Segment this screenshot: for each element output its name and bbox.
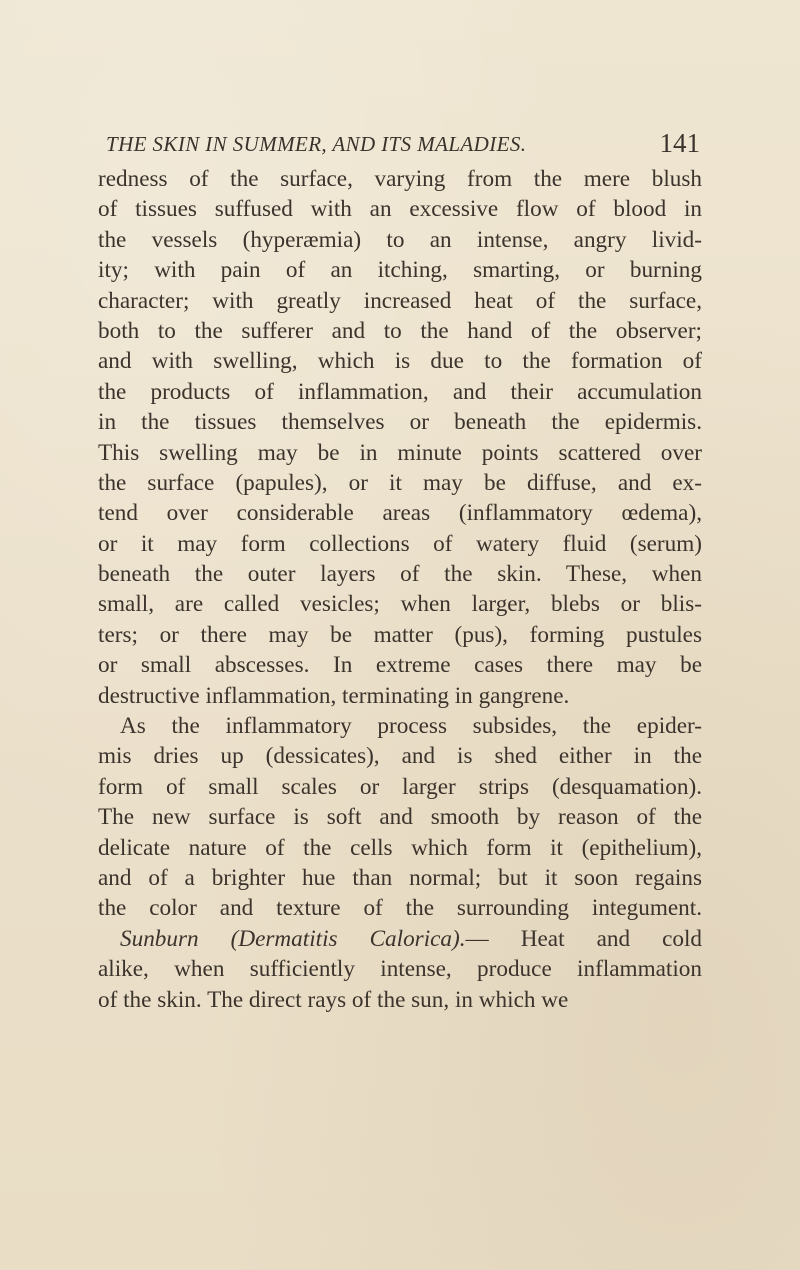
body-text <box>98 164 702 1015</box>
paragraph <box>98 924 702 1015</box>
text-line: the vessels (hyperæmia) to an intense, angry livid- <box>98 226 702 253</box>
text-line: the surface (papules), or it may be diffuse, and ex- <box>98 469 702 496</box>
text-line: character; with greatly increased heat of the surface, <box>98 287 702 314</box>
text-line: The new surface is soft and smooth by reason of the <box>98 804 702 831</box>
text-line: redness of the surface, varying from the mere blush <box>98 166 702 192</box>
paragraph <box>98 711 702 924</box>
text-fragment: — Heat and cold <box>465 925 702 952</box>
text-line: ters; or there may be matter (pus), forming pustules <box>98 621 702 648</box>
text-line: ity; with pain of an itching, smarting, or burning <box>98 257 702 284</box>
text-line: the color and texture of the surrounding integument. <box>98 895 702 922</box>
text-line: of tissues suffused with an excessive flow of blood in <box>98 196 702 223</box>
text-line: form of small scales or larger strips (desquamation). <box>98 773 702 800</box>
text-line: in the tissues themselves or beneath the epidermis. <box>98 409 702 436</box>
text-line: As the inflammatory process subsides, the epider- <box>120 713 702 740</box>
text-line: tend over considerable areas (inflammatory œdema), <box>98 500 702 527</box>
running-title: THE SKIN IN SUMMER, AND ITS MALADIES. <box>106 132 527 156</box>
paragraph <box>98 164 702 711</box>
text-line: delicate nature of the cells which form it (epithelium), <box>98 834 702 861</box>
text-line: or it may form collections of watery fluid (serum) <box>98 530 702 557</box>
text-line: of the skin. The direct rays of the sun, in which we <box>98 986 569 1013</box>
text-line: small, are called vesicles; when larger, blebs or blis- <box>98 591 702 618</box>
text-line: and with swelling, which is due to the formation of <box>98 348 702 375</box>
text-line: beneath the outer layers of the skin. These, when <box>98 561 702 588</box>
text-line: destructive inflammation, terminating in gangrene. <box>98 682 570 709</box>
section-heading: Sunburn <box>120 925 199 952</box>
page-header <box>106 128 700 168</box>
text-line: both to the sufferer and to the hand of the observer; <box>98 317 702 344</box>
text-line: and of a brighter hue than normal; but it soon regains <box>98 864 702 891</box>
page-number: 141 <box>659 128 700 158</box>
section-heading-line <box>98 924 702 954</box>
text-line: or small abscesses. In extreme cases there may be <box>98 652 702 679</box>
text-line: alike, when sufficiently intense, produce inflammation <box>98 956 702 983</box>
section-heading-latin: (Dermatitis Calorica). <box>230 925 466 952</box>
text-line: the products of inflammation, and their accumulation <box>98 378 702 405</box>
text-line: This swelling may be in minute points scattered over <box>98 439 702 466</box>
text-line: mis dries up (dessicates), and is shed either in the <box>98 743 702 770</box>
